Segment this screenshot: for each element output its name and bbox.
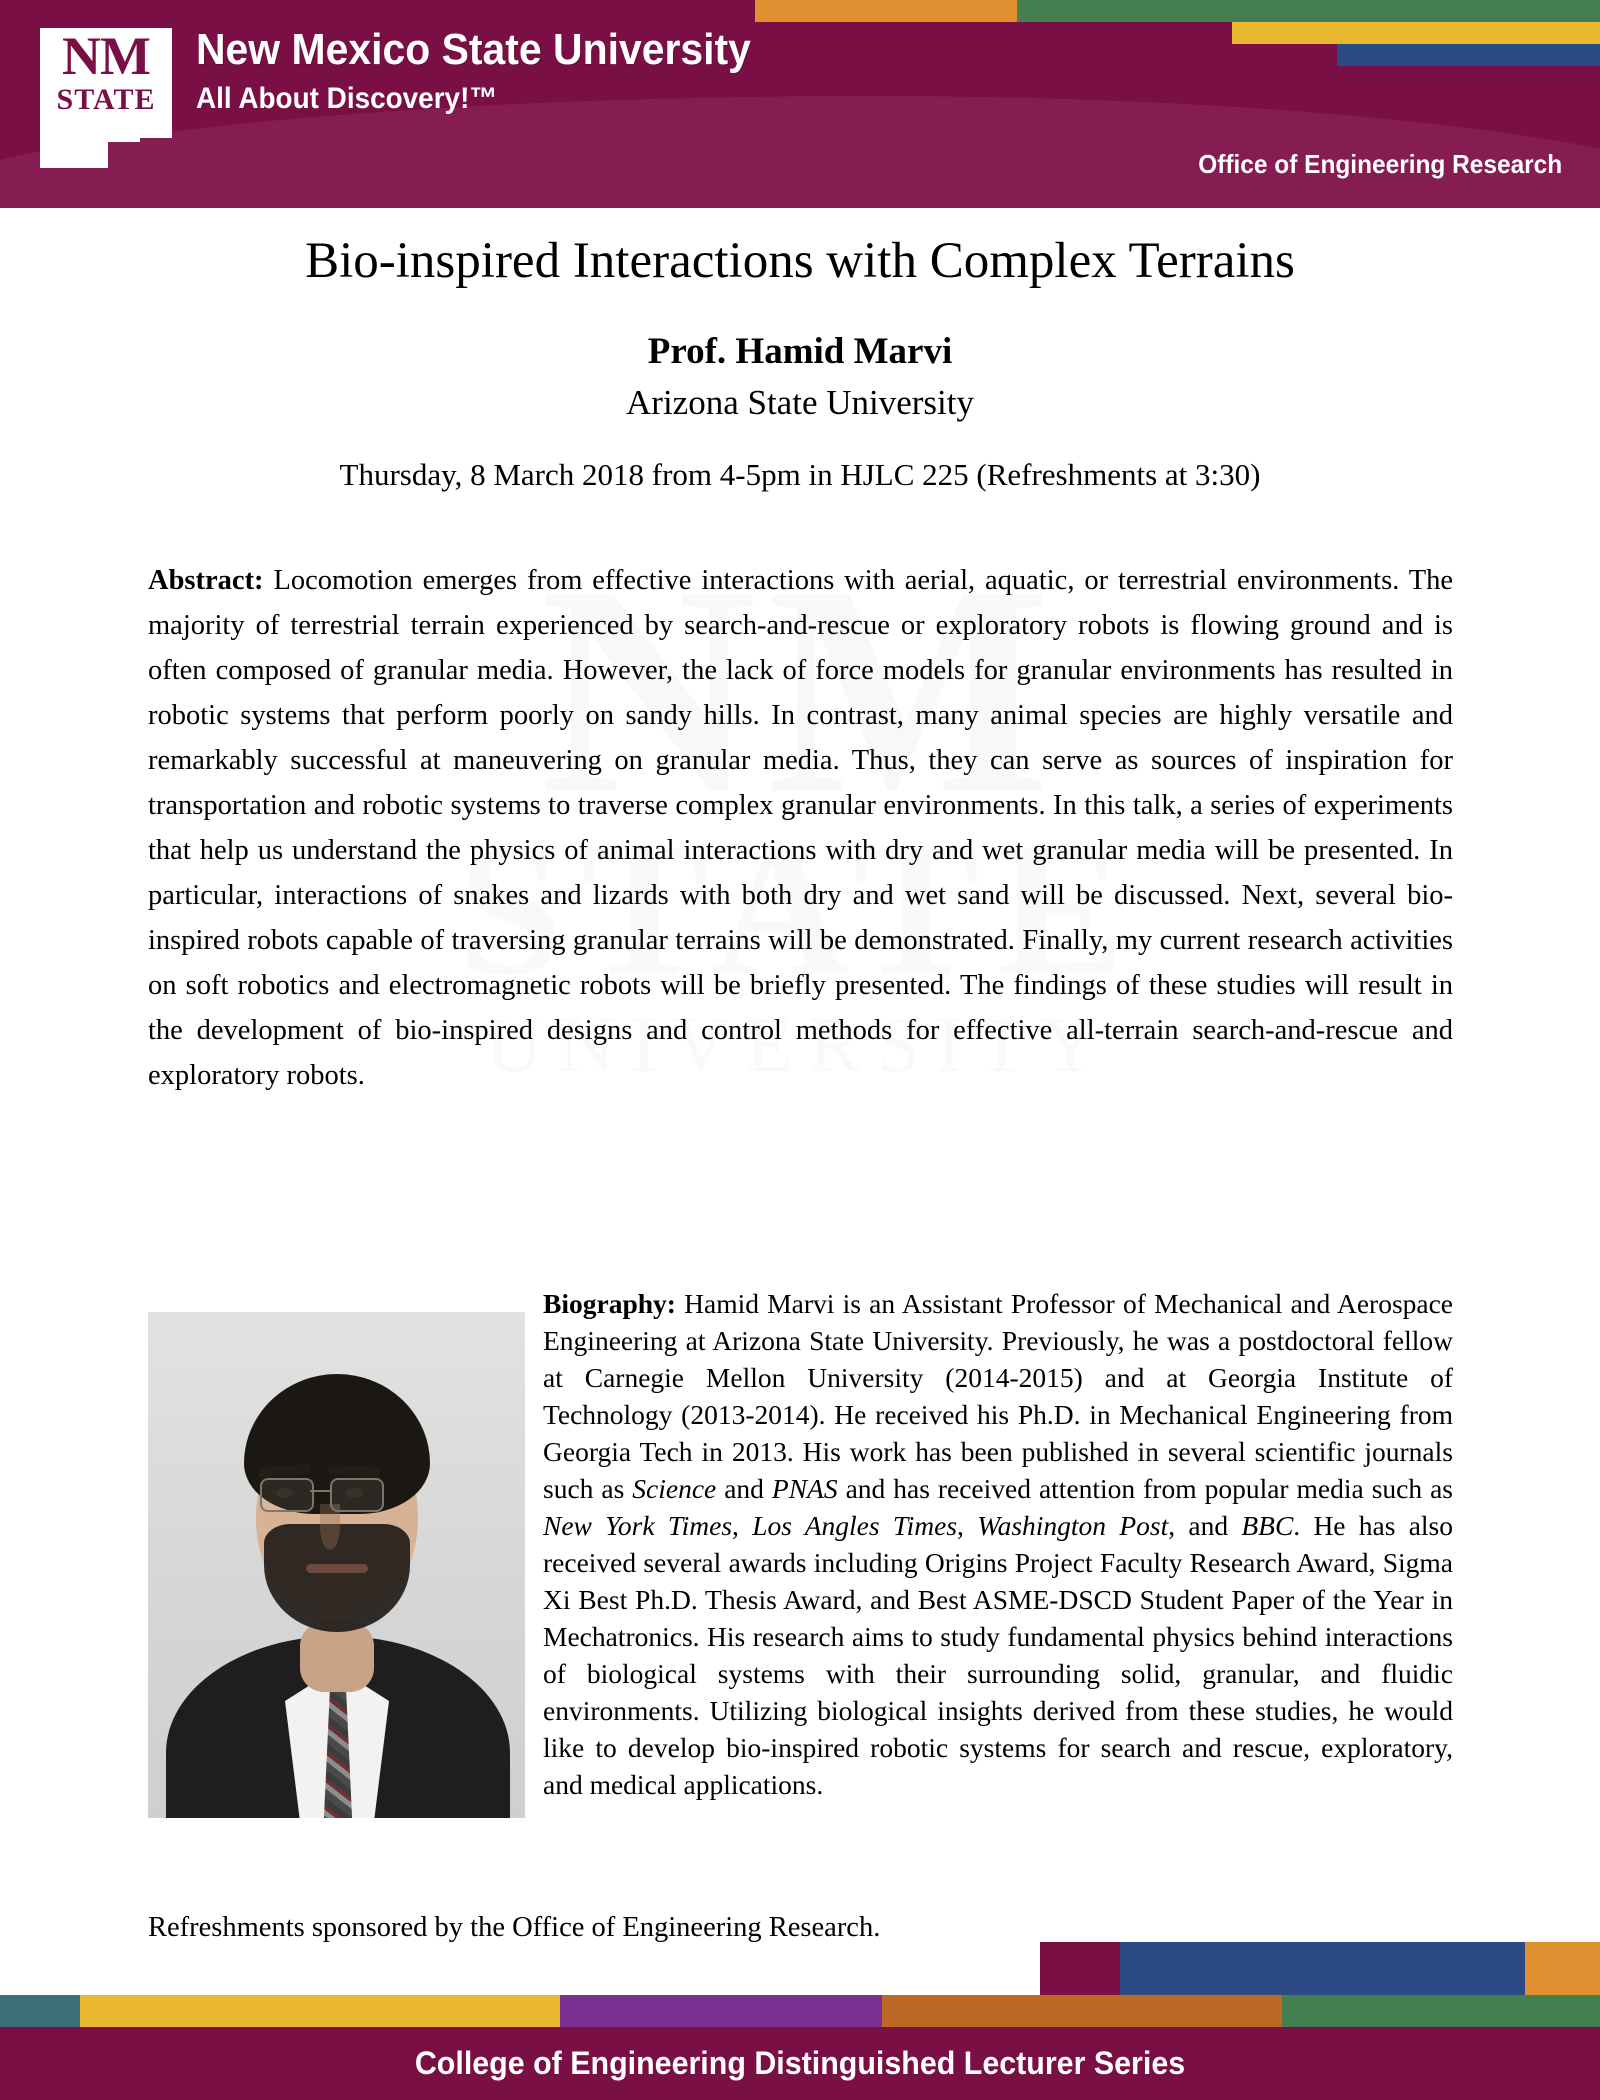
page-header	[0, 0, 1600, 208]
header-color-block-yellow	[1232, 22, 1600, 44]
biography-italic-science: Science	[632, 1473, 717, 1504]
nmsu-logo-state-outline-lower	[40, 138, 108, 168]
abstract-paragraph	[148, 558, 1453, 1098]
biography-italic-nyt: New York Times	[543, 1510, 733, 1541]
abstract-label: Abstract:	[148, 565, 264, 596]
biography-part-6: , and	[1168, 1510, 1242, 1541]
university-tagline: All About Discovery!™	[196, 82, 498, 115]
talk-title: Bio-inspired Interactions with Complex Terrains	[305, 233, 1295, 289]
footer-color-block-blue	[1120, 1942, 1525, 1995]
abstract-body: Locomotion emerges from effective interactions with aerial, aquatic, or terrestrial environments. The majority of terrestrial terrain experienced by search-and-rescue or exploratory robots is flowing ground and is often composed of granular media. However, the lack of force models for granular environments has resulted in robotic systems that perform poorly on sandy hills. In contrast, many animal species are highly versatile and remarkably successful at maneuvering on granular media. Thus, they can serve as sources of inspiration for transportation and robotic systems to traverse complex granular environments. In this talk, a series of experiments that help us understand the physics of animal interactions with dry and wet granular media will be presented. In particular, interactions of snakes and lizards with both dry and wet sand will be discussed. Next, several bio-inspired robots capable of traversing granular terrains will be demonstrated. Finally, my current research activities on soft robotics and electromagnetic robots will be briefly presented. The findings of these studies will result in the development of bio-inspired designs and control methods for effective all-terrain search-and-rescue and exploratory robots.	[148, 565, 1454, 1091]
photo-eyeglass-bridge	[310, 1490, 330, 1492]
footer-stripe-purple	[560, 1995, 882, 2027]
biography-italic-wapo: Washington Post	[977, 1510, 1169, 1541]
header-color-block-blue	[1337, 44, 1600, 66]
nmsu-logo-nm-text: NM	[62, 26, 150, 86]
biography-part-2: and	[716, 1473, 772, 1504]
speaker-name: Prof. Hamid Marvi	[647, 331, 953, 372]
footer-series-label: College of Engineering Distinguished Lecturer Series	[414, 2045, 1186, 2081]
biography-part-1: Hamid Marvi is an Assistant Professor of Mechanical and Aerospace Engineering at Arizona State University. Previously, he was a postdoctoral fellow at Carnegie Mellon University (2014-2015) and at Georgia Institute of Technology (2013-2014). He received his Ph.D. in Mechanical Engineering from Georgia Tech in 2013. His work has been published in several scientific journals such as	[543, 1288, 1454, 1504]
photo-eyeglass-right	[330, 1478, 384, 1512]
footer-stripe-teal	[0, 1995, 80, 2027]
biography-italic-bbc: BBC	[1241, 1510, 1294, 1541]
photo-eyeglass-left	[260, 1478, 314, 1512]
biography-part-5: ,	[957, 1510, 978, 1541]
biography-italic-lat: Los Angles Times	[752, 1510, 958, 1541]
office-of-engineering-research-label: Office of Engineering Research	[1198, 149, 1562, 179]
footer-color-block-orange	[1525, 1942, 1600, 1995]
biography-part-7: . He has also received several awards including Origins Project Faculty Research Award, Sigma Xi Best Ph.D. Thesis Award, and Best ASME-DSCD Student Paper of the Year in Mechatronics. His research aims to study fundamental physics behind interactions of biological systems with their surrounding solid, granular, and fluidic environments. Utilizing biological insights derived from these studies, he would like to develop bio-inspired robotic systems for search and rescue, exploratory, and medical applications.	[543, 1510, 1454, 1800]
university-name: New Mexico State University	[196, 25, 751, 74]
biography-italic-pnas: PNAS	[771, 1473, 838, 1504]
speaker-photo	[148, 1312, 525, 1818]
footer-stripe-yellow	[80, 1995, 560, 2027]
event-datetime-location: Thursday, 8 March 2018 from 4-5pm in HJLC 225 (Refreshments at 3:30)	[339, 457, 1261, 492]
photo-neck	[300, 1622, 374, 1692]
nmsu-logo-state-text: STATE	[56, 83, 156, 116]
biography-part-4: ,	[732, 1510, 753, 1541]
header-color-block-orange	[755, 0, 1017, 22]
photo-mouth	[306, 1564, 368, 1573]
footer-stripe-brown	[882, 1995, 1282, 2027]
header-color-block-green	[1017, 0, 1600, 22]
footer-color-block-maroon	[1040, 1942, 1120, 1995]
footer-stripe-green	[1282, 1995, 1600, 2027]
page-footer	[0, 1995, 1600, 2100]
speaker-affiliation: Arizona State University	[626, 383, 974, 422]
biography-section	[148, 1285, 1453, 1824]
biography-part-3: and has received attention from popular media such as	[837, 1473, 1453, 1504]
refreshments-note: Refreshments sponsored by the Office of Engineering Research.	[148, 1912, 881, 1943]
biography-label: Biography:	[543, 1288, 676, 1319]
